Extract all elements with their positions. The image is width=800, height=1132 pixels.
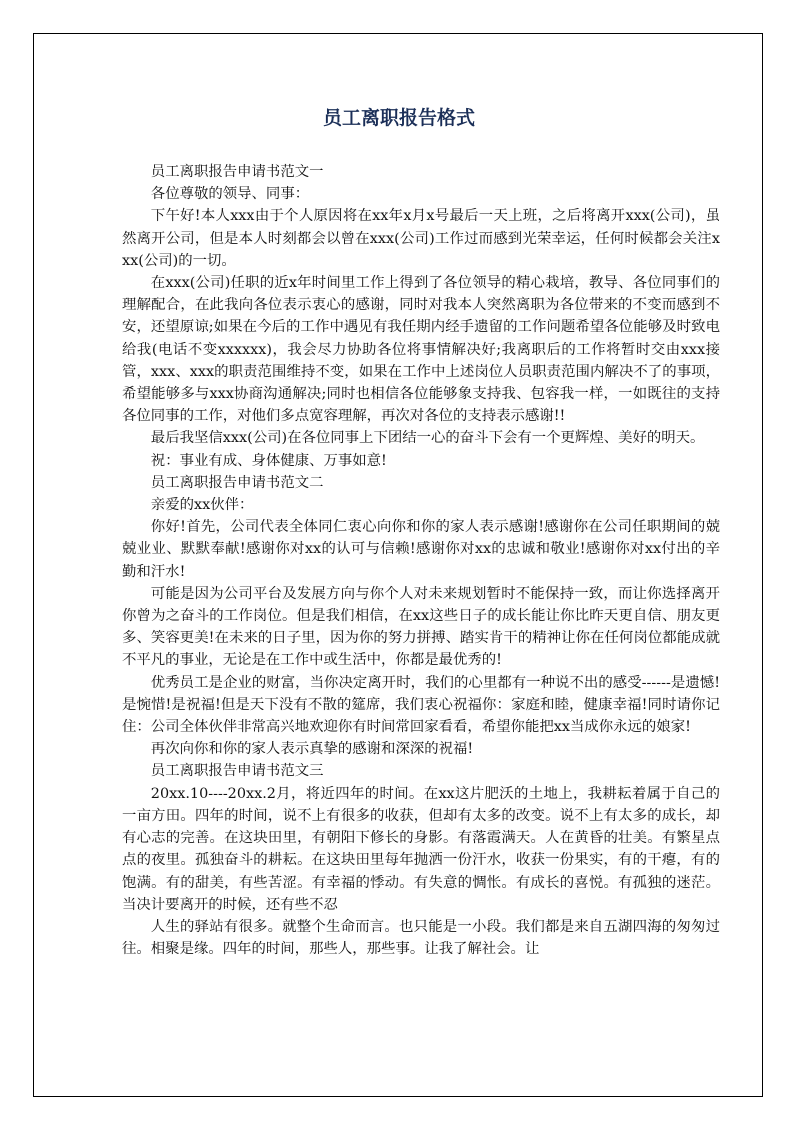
salutation: 各位尊敬的领导、同事：	[150, 186, 310, 203]
body-paragraph: 20xx.10----20xx.2月，将近四年的时间。在xx这片肥沃的土地上，我耕耘着属于自己的一亩方田。四年的时间，说不上有很多的收获，但却有太多的改变。说不上有太多的成长，却有心志的完善。在这块田里，有朝阳下修长的身影。有落霞满天。人在黄昏的壮美。有繁星点点的夜里。孤独奋斗的耕耘。在这块田里每年抛洒一份汗水，收获一份果实，有的干瘪，有的饱满。有的甜美，有些苦涩。有幸福的悸动。有失意的惆怅。有成长的喜悦。有孤独的迷茫。当决计要离开的时候，还有些不忍	[122, 785, 720, 913]
document-title: 员工离职报告格式	[322, 107, 475, 129]
body-paragraph: 人生的驿站有很多。就整个生命而言。也只能是一小段。我们都是来自五湖四海的匆匆过往。相聚是缘。四年的时间，那些人，那些事。让我了解社会。让	[122, 918, 720, 958]
body-paragraph: 优秀员工是企业的财富，当你决定离开时，我们的心里都有一种说不出的感受------是遗憾!是惋惜!是祝福!但是天下没有不散的筵席，我们衷心祝福你：家庭和睦，健康幸福!同时请你记住：公司全体伙伴非常高兴地欢迎你有时间常回家看看，希望你能把xx当成你永远的娘家!	[122, 674, 720, 736]
salutation: 亲爱的xx伙伴：	[150, 497, 254, 514]
body-paragraph: 在xxx(公司)任职的近x年时间里工作上得到了各位领导的精心栽培，教导、各位同事们的理解配合，在此我向各位表示衷心的感谢，同时对我本人突然离职为各位带来的不变而感到不安，还望原谅;如果在今后的工作中遇见有我任期内经手遗留的工作问题希望各位能够及时致电给我(电话不变xxxxxx)，我会尽力协助各位将事情解决好;我离职后的工作将暂时交由xxx接管，xxx、xxx的职责范围维持不变，如果在工作中上述岗位人员职责范围内解决不了的事项，希望能够多与xxx协商沟通解决;同时也相信各位能够象支持我、包容我一样，一如既往的支持各位同事的工作，对他们多点宽容理解，再次对各位的支持表示感谢!!	[122, 275, 720, 425]
document-page	[33, 33, 763, 1097]
body-paragraph: 再次向你和你的家人表示真挚的感谢和深深的祝福!	[150, 741, 474, 758]
body-paragraph: 你好!首先，公司代表全体同仁衷心向你和你的家人表示感谢!感谢你在公司任职期间的兢兢业业、默默奉献!感谢你对xx的认可与信赖!感谢你对xx的忠诚和敬业!感谢你对xx付出的辛勤和汗水!	[122, 519, 720, 580]
closing-wish: 祝：事业有成、身体健康、万事如意!	[150, 452, 387, 469]
section-heading: 员工离职报告申请书范文二	[150, 474, 324, 491]
section-heading: 员工离职报告申请书范文三	[150, 763, 324, 780]
body-paragraph: 下午好!本人xxx由于个人原因将在xx年x月x号最后一天上班，之后将离开xxx(公司)，虽然离开公司，但是本人时刻都会以曾在xxx(公司)工作过而感到光荣幸运，任何时候都会关注xxx(公司)的一切。	[122, 208, 720, 269]
document-body	[122, 161, 720, 960]
body-paragraph: 可能是因为公司平台及发展方向与你个人对未来规划暂时不能保持一致，而让你选择离开你曾为之奋斗的工作岗位。但是我们相信，在xx这些日子的成长能让你比昨天更自信、朋友更多、笑容更美!在未来的日子里，因为你的努力拼搏、踏实肯干的精神让你在任何岗位都能成就不平凡的事业，无论是在工作中或生活中，你都是最优秀的!	[122, 585, 720, 669]
section-heading: 员工离职报告申请书范文一	[150, 164, 324, 180]
body-paragraph: 最后我坚信xxx(公司)在各位同事上下团结一心的奋斗下会有一个更辉煌、美好的明天。	[150, 430, 705, 447]
